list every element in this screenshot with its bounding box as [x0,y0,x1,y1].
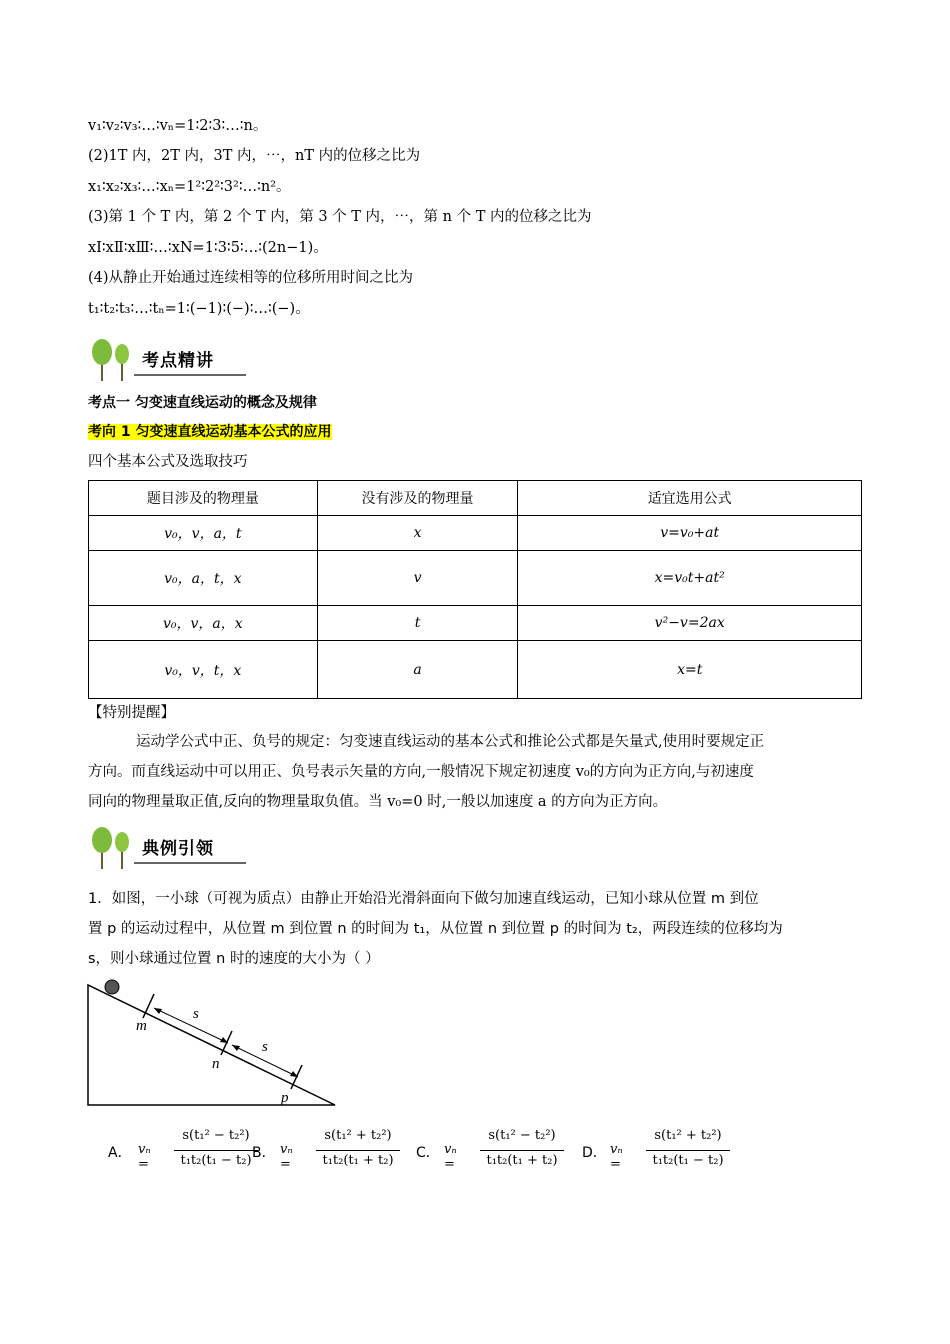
formula-numerator: s(t₁² + t₂²) [654,1128,722,1143]
formula-numerator: s(t₁² + t₂²) [324,1128,392,1143]
section-banner-kaodian [88,338,248,382]
reminder-line-1: 运动学公式中正、负号的规定：匀变速直线运动的基本公式和推论公式都是矢量式,使用时要规定正 [136,734,765,750]
option-label: A． [108,1145,132,1161]
question-line-3: s，则小球通过位置 n 时的速度的大小为（ ） [88,951,380,967]
section-title: 考点精讲 [142,351,214,371]
section-underline [134,862,246,864]
table-cell: t [317,606,518,641]
table-cell: v₀，v，t，x [89,641,318,699]
formula-numerator: s(t₁² − t₂²) [488,1128,556,1143]
table-cell: v₀，v，a，x [89,606,318,641]
table-row [89,551,862,606]
section-underline [134,374,246,376]
option-b[interactable] [252,1128,402,1176]
incline-figure [80,978,350,1113]
tree-icon [88,338,138,382]
table-caption: 四个基本公式及选取技巧 [88,454,248,470]
table-header-row [89,481,862,516]
subtopic-heading [88,422,332,442]
table-row [89,516,862,551]
formula-lhs: vₙ = [610,1142,623,1172]
ratio-time: t₁∶t₂∶t₃∶…∶tₙ=1∶(−1)∶(−)∶…∶(−)。 [88,301,310,317]
table-row [89,641,862,699]
table-cell: v₀，a，t，x [89,551,318,606]
tick-n [221,1031,232,1055]
table-cell: a [317,641,518,699]
table-cell: v [317,551,518,606]
reminder-title: 【特别提醒】 [88,705,175,721]
fraction-bar [646,1150,730,1151]
reminder-line-3: 同向的物理量取正值,反向的物理量取负值。当 v₀=0 时,一般以加速度 a 的方向为正方向。 [88,794,668,810]
section-banner-dianli [88,826,248,870]
label-p: p [281,1090,289,1106]
table-header-cell: 没有涉及的物理量 [317,481,518,516]
section-title: 典例引领 [142,839,214,859]
ball-icon [105,980,119,994]
ratio-displacement: x₁∶x₂∶x₃∶…∶xₙ=1²∶2²∶3²∶…∶n²。 [88,179,291,195]
label-m: m [136,1018,147,1034]
ratio-item-4-heading: (4)从静止开始通过连续相等的位移所用时间之比为 [88,270,414,286]
table-header-cell: 题目涉及的物理量 [89,481,318,516]
option-d[interactable] [582,1128,732,1176]
option-a[interactable] [108,1128,252,1176]
tree-icon [88,826,138,870]
ratio-item-2-heading: (2)1T 内，2T 内，3T 内，⋯，nT 内的位移之比为 [88,148,421,164]
ratio-successive-displacement: xⅠ∶xⅡ∶xⅢ∶…∶xN=1∶3∶5∶…∶(2n−1)。 [88,240,328,256]
ratio-velocity: v₁∶v₂∶v₃∶…∶vₙ=1∶2∶3∶…∶n。 [88,118,268,134]
formula-lhs: vₙ = [138,1142,151,1172]
ratio-item-3-heading: (3)第 1 个 T 内，第 2 个 T 内，第 3 个 T 内，⋯，第 n 个 T 内的位移之比为 [88,209,592,225]
option-c[interactable] [416,1128,566,1176]
option-label: D． [582,1145,607,1161]
formula-denominator: t₁t₂(t₁ + t₂) [486,1153,558,1168]
table-header-cell: 适宜选用公式 [518,481,862,516]
formula-denominator: t₁t₂(t₁ − t₂) [652,1153,724,1168]
table-cell: v²−v=2ax [518,606,862,641]
table-cell: x=t [518,641,862,699]
formula-lhs: vₙ = [280,1142,293,1172]
option-label: B． [252,1145,276,1161]
fraction-bar [316,1150,400,1151]
table-cell: x [317,516,518,551]
dimension-arrow-1 [154,1008,228,1043]
topic-heading: 考点一 匀变速直线运动的概念及规律 [88,395,317,411]
formula-lhs: vₙ = [444,1142,457,1172]
formula-numerator: s(t₁² − t₂²) [182,1128,250,1143]
option-label: C． [416,1145,440,1161]
formula-denominator: t₁t₂(t₁ − t₂) [180,1153,252,1168]
formula-table [88,480,862,699]
table-cell: v=v₀+at [518,516,862,551]
label-s1: s [193,1006,199,1022]
table-cell: x=v₀t+at² [518,551,862,606]
label-n: n [212,1056,220,1072]
arrow-head [290,1071,298,1077]
tick-p [291,1065,302,1089]
question-line-1: 1．如图，一小球（可视为质点）由静止开始沿光滑斜面向下做匀加速直线运动，已知小球从位置 m 到位 [88,891,759,907]
table-cell: v₀，v，a，t [89,516,318,551]
label-s2: s [262,1039,268,1055]
question-line-2: 置 p 的运动过程中，从位置 m 到位置 n 的时间为 t₁，从位置 n 到位置 p 的时间为 t₂，两段连续的位移均为 [88,921,783,937]
table-row [89,606,862,641]
reminder-line-2: 方向。而直线运动中可以用正、负号表示矢量的方向,一般情况下规定初速度 v₀的方向为正方向,与初速度 [88,764,754,780]
fraction-bar [174,1150,258,1151]
fraction-bar [480,1150,564,1151]
formula-denominator: t₁t₂(t₁ + t₂) [322,1153,394,1168]
subtopic-highlight: 考向 1 匀变速直线运动基本公式的应用 [88,424,332,440]
incline-triangle [88,985,335,1105]
